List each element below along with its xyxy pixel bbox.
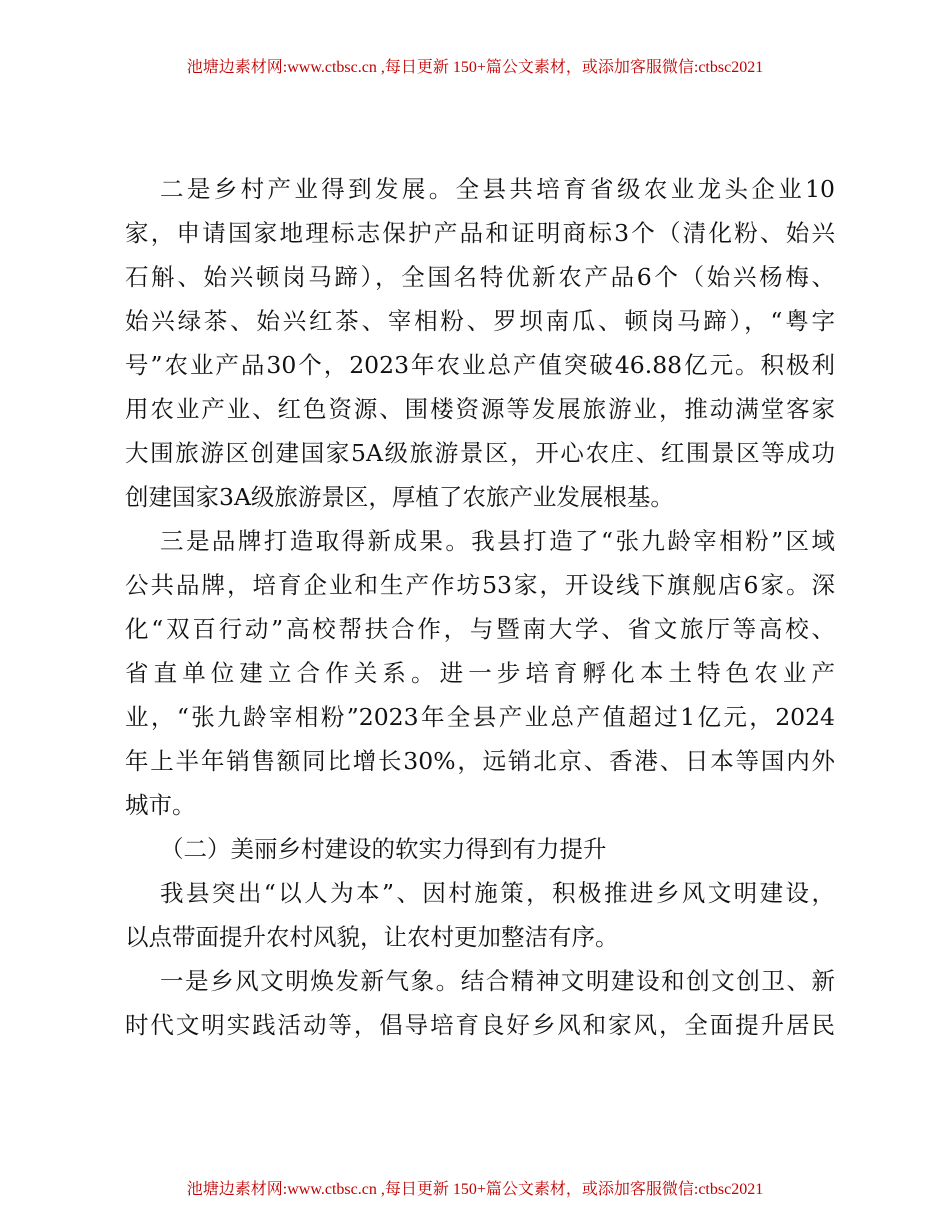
paragraph-line: 化“双百行动”高校帮扶合作，与暨南大学、省文旅厅等高校、 <box>125 615 835 643</box>
paragraph-line: 公共品牌，培育企业和生产作坊53家，开设线下旗舰店6家。深 <box>125 571 835 599</box>
section-heading: （二）美丽乡村建设的软实力得到有力提升 <box>160 835 607 863</box>
paragraph-line: 二是乡村产业得到发展。全县共培育省级农业龙头企业10 <box>160 175 835 203</box>
paragraph-line: 年上半年销售额同比增长30%，远销北京、香港、日本等国内外 <box>125 747 835 775</box>
paragraph-line: 时代文明实践活动等，倡导培育良好乡风和家风，全面提升居民 <box>125 1011 835 1039</box>
paragraph-line: 省直单位建立合作关系。进一步培育孵化本土特色农业产 <box>125 659 835 687</box>
footer-banner: 池塘边素材网:www.ctbsc.cn ,每日更新 150+篇公文素材，或添加客服微信:ctbsc2021 <box>186 1181 764 1198</box>
paragraph-line: 我县突出“以人为本”、因村施策，积极推进乡风文明建设， <box>160 879 835 907</box>
paragraph-line: 大围旅游区创建国家5A级旅游景区，开心农庄、红围景区等成功 <box>125 439 835 467</box>
paragraph-line: 一是乡风文明焕发新气象。结合精神文明建设和创文创卫、新 <box>160 967 835 995</box>
paragraph-line: 始兴绿茶、始兴红茶、宰相粉、罗坝南瓜、顿岗马蹄），“粤字 <box>125 307 835 335</box>
paragraph-line: 三是品牌打造取得新成果。我县打造了“张九龄宰相粉”区域 <box>160 527 835 555</box>
paragraph-line: 以点带面提升农村风貌，让农村更加整洁有序。 <box>125 923 619 951</box>
paragraph-line: 号”农业产品30个，2023年农业总产值突破46.88亿元。积极利 <box>125 351 835 379</box>
paragraph-line: 创建国家3A级旅游景区，厚植了农旅产业发展根基。 <box>125 483 674 511</box>
paragraph-line: 城市。 <box>125 791 196 819</box>
header-banner: 池塘边素材网:www.ctbsc.cn ,每日更新 150+篇公文素材，或添加客服微信:ctbsc2021 <box>186 59 764 76</box>
paragraph-line: 家，申请国家地理标志保护产品和证明商标3个（清化粉、始兴 <box>125 219 835 247</box>
paragraph-line: 业，“张九龄宰相粉”2023年全县产业总产值超过1亿元，2024 <box>125 703 835 731</box>
paragraph-line: 石斛、始兴顿岗马蹄），全国名特优新农产品6个（始兴杨梅、 <box>125 263 835 291</box>
paragraph-line: 用农业产业、红色资源、围楼资源等发展旅游业，推动满堂客家 <box>125 395 835 423</box>
